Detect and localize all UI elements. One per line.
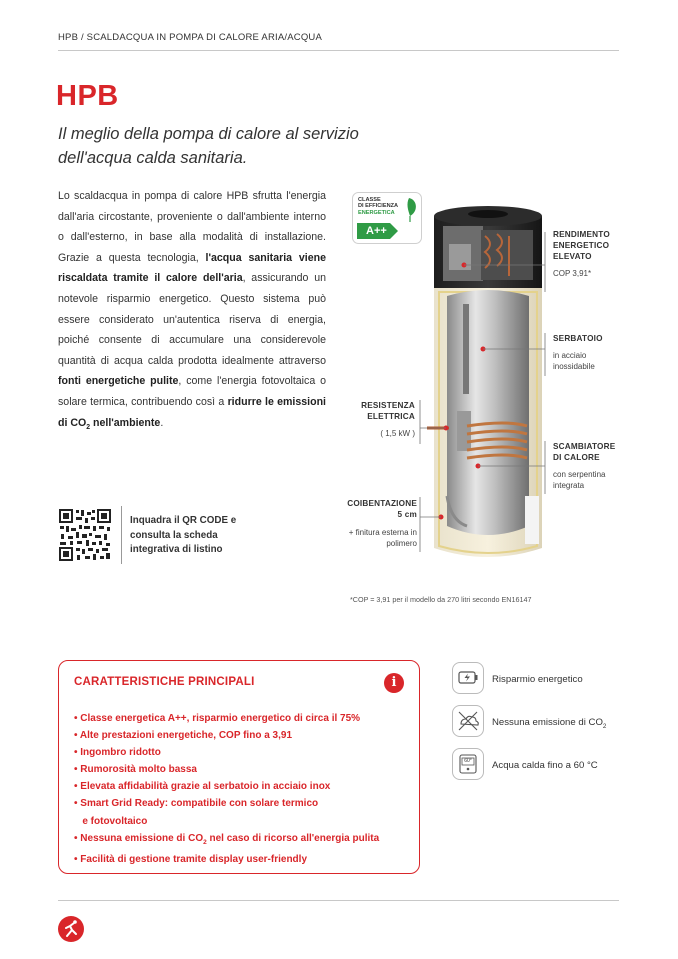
description-text: Lo scaldacqua in pompa di calore HPB sfrutta l'energia dall'aria circostante, proveniente o dall'ambiente interno o dall'esterno, in base alla modalità di installazione. Grazie a questa tecnologia, l'acqua sanitaria viene riscaldata tramite il calore dell'aria, assicurando un notevole risparmio energetico. Questo sistema può essere considerato un'autentica riserva di energia, poiché consente di accumulare una considerevole quantità di acqua calda prodotta idealmente attraverso fonti energetiche pulite, come l'energia fotovoltaica o solare termica, contribuendo così a ridurre le emissioni di $CO_2$ nell'ambiente. [58,190,326,431]
features-card-title: CARATTERISTICHE PRINCIPALI [74,676,255,688]
list-item: • Rumorosità molto bassa [74,764,197,776]
display-value: 60° [464,758,472,764]
callout-rendimento-sub: COP 3,91* [553,269,592,278]
list-item: • Elevata affidabilità grazie al serbatoio in acciaio inox [74,781,331,793]
energy-class: A++ [366,225,387,237]
list-item: • Classe energetica A++, risparmio energetico di circa il 75% [74,713,361,724]
list-item: • Nessuna emissione di $CO_2$ nel caso di ricorso all'energia pulita [74,832,380,846]
callout-serbatoio-sub: in acciaio inossidabile [553,351,595,371]
callout-serbatoio-title: SERBATOIO [553,334,603,343]
callout-coibentazione-title: COIBENTAZIONE 5 cm [347,499,417,519]
feature-energy-saving: Risparmio energetico [492,674,583,685]
feature-hot-water: Acqua calda fino a 60 °C [492,760,598,771]
list-item: • Alte prestazioni energetiche, COP fino a 3,91 [74,730,293,742]
callout-scambiatore [553,441,633,491]
list-item: • Ingombro ridotto [74,747,161,759]
info-icon[interactable]: i [384,673,404,693]
breadcrumb: HPB / SCALDACQUA IN POMPA DI CALORE ARIA/ACQUA [58,32,323,43]
features-list [74,710,414,868]
energy-label-line3: ENERGETICA [358,209,395,216]
footer-divider [58,900,619,901]
qr-caption: Inquadra il QR CODE e consulta la scheda integrativa di listino [130,515,237,555]
page-title: HPB [56,80,119,112]
callout-serbatoio [553,333,633,372]
energy-label-line2: DI EFFICIENZA [358,203,399,210]
list-item: • Facilità di gestione tramite display user-friendly [74,853,308,865]
footnote: *COP = 3,91 per il modello da 270 litri secondo EN16147 [350,595,532,604]
callout-resistenza-title: RESISTENZA ELETTRICA [361,401,415,421]
callout-scambiatore-title: SCAMBIATORE DI CALORE [553,442,616,462]
page-subtitle: Il meglio della pompa di calore al servizio dell'acqua calda sanitaria. [58,125,359,167]
energy-label-line1: CLASSE [358,197,381,203]
hot-water-display-icon [452,748,484,780]
energy-saving-icon [452,662,484,694]
callout-rendimento-title: RENDIMENTO ENERGETICO ELEVATO [553,230,610,261]
callout-rendimento [553,229,633,279]
callout-resistenza [350,400,415,439]
feature-no-emission: Nessuna emissione di $CO_2$ [492,717,607,730]
list-item: • Smart Grid Ready: compatibile con solare termico [74,798,319,810]
callout-coibentazione [342,498,417,549]
callout-scambiatore-sub: con serpentina integrata [553,470,606,490]
callout-resistenza-sub: ( 1,5 kW ) [380,429,415,438]
list-item: e fotovoltaico [74,815,148,827]
no-emission-icon [452,705,484,737]
callout-coibentazione-sub: + finitura esterna in polimero [348,528,417,548]
brand-logo-icon [58,916,84,942]
